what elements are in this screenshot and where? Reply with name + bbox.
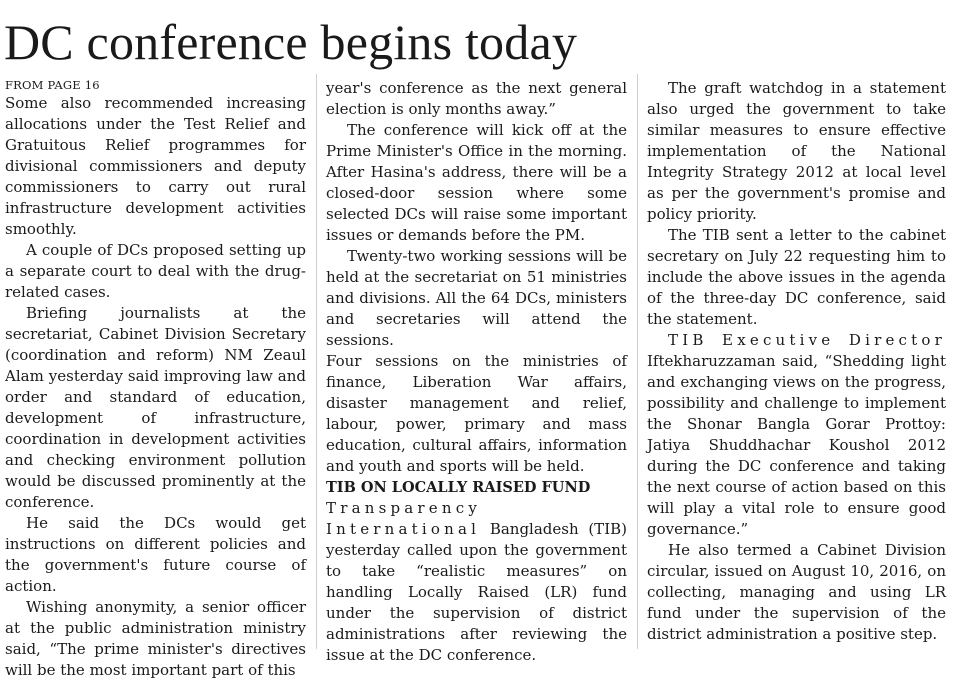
column-3 <box>647 78 946 649</box>
column-1 <box>5 78 306 679</box>
subhead: TIB ON LOCALLY RAISED FUND <box>326 479 591 496</box>
paragraph: Briefing journalists at the secretariat, Cabinet Division Secretary (coordination and reform) NM Zeaul Alam yesterday said improving law and order and standard of education, development of infrastructure, coordination in development activities and checking environment pollution would be discussed prominently at the conference. <box>5 304 306 511</box>
headline: DC conference begins today <box>4 14 578 70</box>
paragraph: Some also recommended increasing allocations under the Test Relief and Gratuitous Relief programmes for divisional commissioners and deputy commissioners to carry out rural infrastructure development activities smoothly. <box>5 94 306 238</box>
paragraph <box>326 498 627 666</box>
paragraph-rest: Bangladesh (TIB) yesterday called upon the government to take “realistic measures” on handling Locally Raised (LR) fund under the supervision of district administrations after reviewing the issue at the DC conference. <box>326 520 627 664</box>
paragraph: The conference will kick off at the Prime Minister's Office in the morning. After Hasina's address, there will be a closed-door session where some selected DCs will raise some important issues or demands before the PM. <box>326 121 627 244</box>
paragraph-lead: TIB Executive Director <box>668 331 946 349</box>
paragraph: He also termed a Cabinet Division circular, issued on August 10, 2016, on collecting, managing and using LR fund under the supervision of the district administration a positive step. <box>647 541 946 643</box>
paragraph: The TIB sent a letter to the cabinet secretary on July 22 requesting him to include the above issues in the agenda of the three-day DC conference, said the statement. <box>647 226 946 328</box>
column-divider <box>316 74 317 649</box>
paragraph: Wishing anonymity, a senior officer at the public administration ministry said, “The prime minister's directives will be the most important part of this <box>5 598 306 679</box>
paragraph-rest: Iftekharuzzaman said, “Shedding light and exchanging views on the progress, possibility and challenge to implement the Shonar Bangla Gorar Prottoy: Jatiya Shuddhachar Koushol 2012 during the DC conference and taking the next course of action based on this will play a vital role to ensure good governance.” <box>647 352 946 538</box>
paragraph-lead: Transparency International <box>326 499 482 538</box>
paragraph: year's conference as the next general election is only months away.” <box>326 79 627 118</box>
paragraph: A couple of DCs proposed setting up a separate court to deal with the drug-related cases. <box>5 241 306 301</box>
paragraph <box>647 330 946 540</box>
paragraph: He said the DCs would get instructions on different policies and the government's future course of action. <box>5 514 306 595</box>
paragraph: Twenty-two working sessions will be held at the secretariat on 51 ministries and divisions. All the 64 DCs, ministers and secretaries will attend the sessions. <box>326 247 627 349</box>
column-divider <box>637 74 638 649</box>
paragraph: The graft watchdog in a statement also urged the government to take similar measures to ensure effective implementation of the National Integrity Strategy 2012 at local level as per the government's promise and policy priority. <box>647 79 946 223</box>
continuation-kicker: FROM PAGE 16 <box>5 78 100 92</box>
paragraph: Four sessions on the ministries of finance, Liberation War affairs, disaster management and relief, labour, power, primary and mass education, cultural affairs, information and youth and sports will be held. <box>326 352 627 475</box>
column-2 <box>326 78 627 664</box>
